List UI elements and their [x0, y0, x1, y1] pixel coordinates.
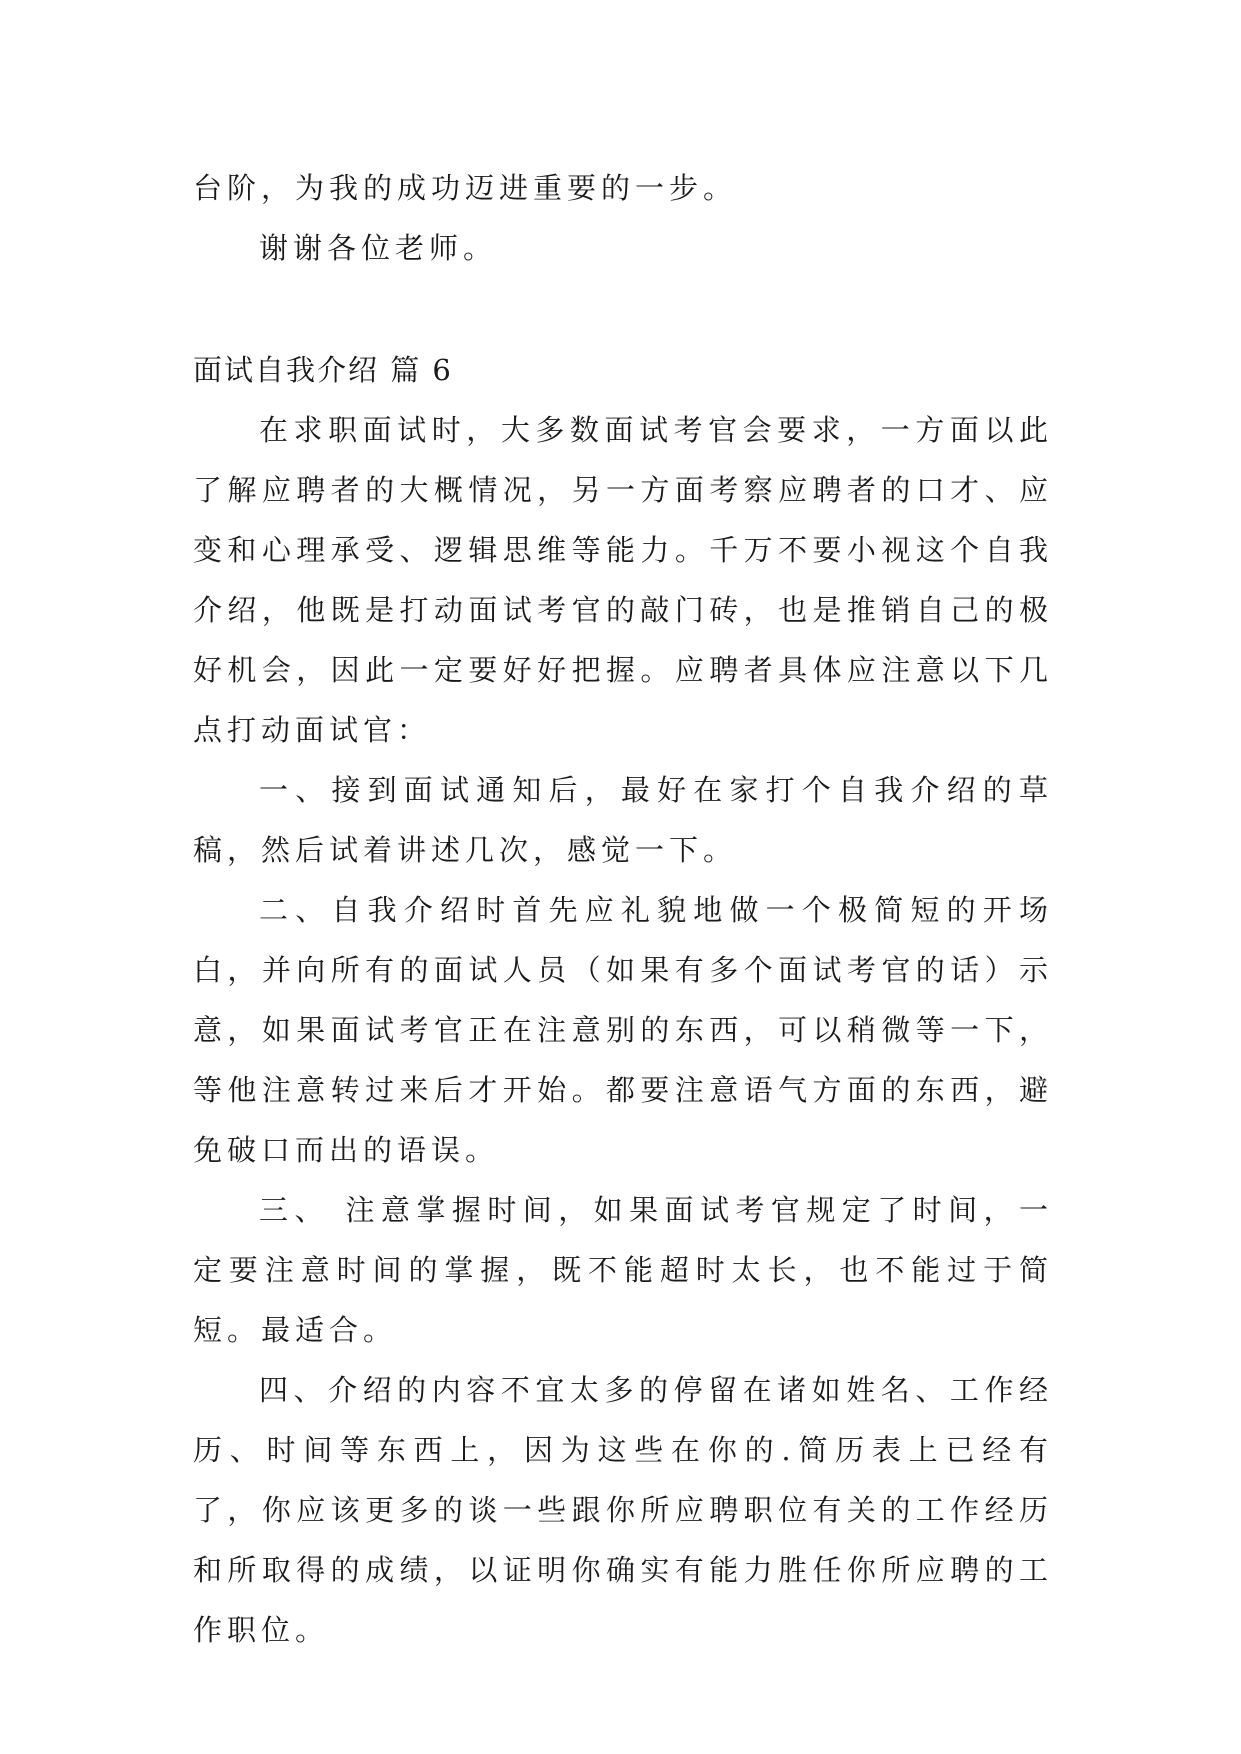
paragraph-point-3: 三、 注意掌握时间，如果面试考官规定了时间，一定要注意时间的掌握，既不能超时太长，也不能过于简短。最适合。	[193, 1193, 1053, 1347]
paragraph-point-4: 四、介绍的内容不宜太多的停留在诸如姓名、工作经历、时间等东西上，因为这些在你的.简历表上已经有了，你应该更多的谈一些跟你所应聘职位有关的工作经历和所取得的成绩，以证明你确实有能力胜任你所应聘的工作职位。	[193, 1373, 1053, 1647]
document-body	[193, 158, 1053, 1660]
paragraph-point-2: 二、自我介绍时首先应礼貌地做一个极简短的开场白，并向所有的面试人员（如果有多个面试考官的话）示意，如果面试考官正在注意别的东西，可以稍微等一下，等他注意转过来后才开始。都要注意语气方面的东西，避免破口而出的语误。	[193, 893, 1053, 1167]
paragraph-point-1: 一、接到面试通知后，最好在家打个自我介绍的草稿，然后试着讲述几次，感觉一下。	[193, 773, 1053, 867]
section-heading: 面试自我介绍 篇 6	[193, 353, 453, 387]
paragraph-continuation: 台阶，为我的成功迈进重要的一步。	[193, 171, 738, 205]
paragraph-thanks: 谢谢各位老师。	[259, 231, 498, 265]
paragraph-intro: 在求职面试时，大多数面试考官会要求，一方面以此了解应聘者的大概情况，另一方面考察应聘者的口才、应变和心理承受、逻辑思维等能力。千万不要小视这个自我介绍，他既是打动面试考官的敲门砖，也是推销自己的极好机会，因此一定要好好把握。应聘者具体应注意以下几点打动面试官：	[193, 413, 1053, 747]
